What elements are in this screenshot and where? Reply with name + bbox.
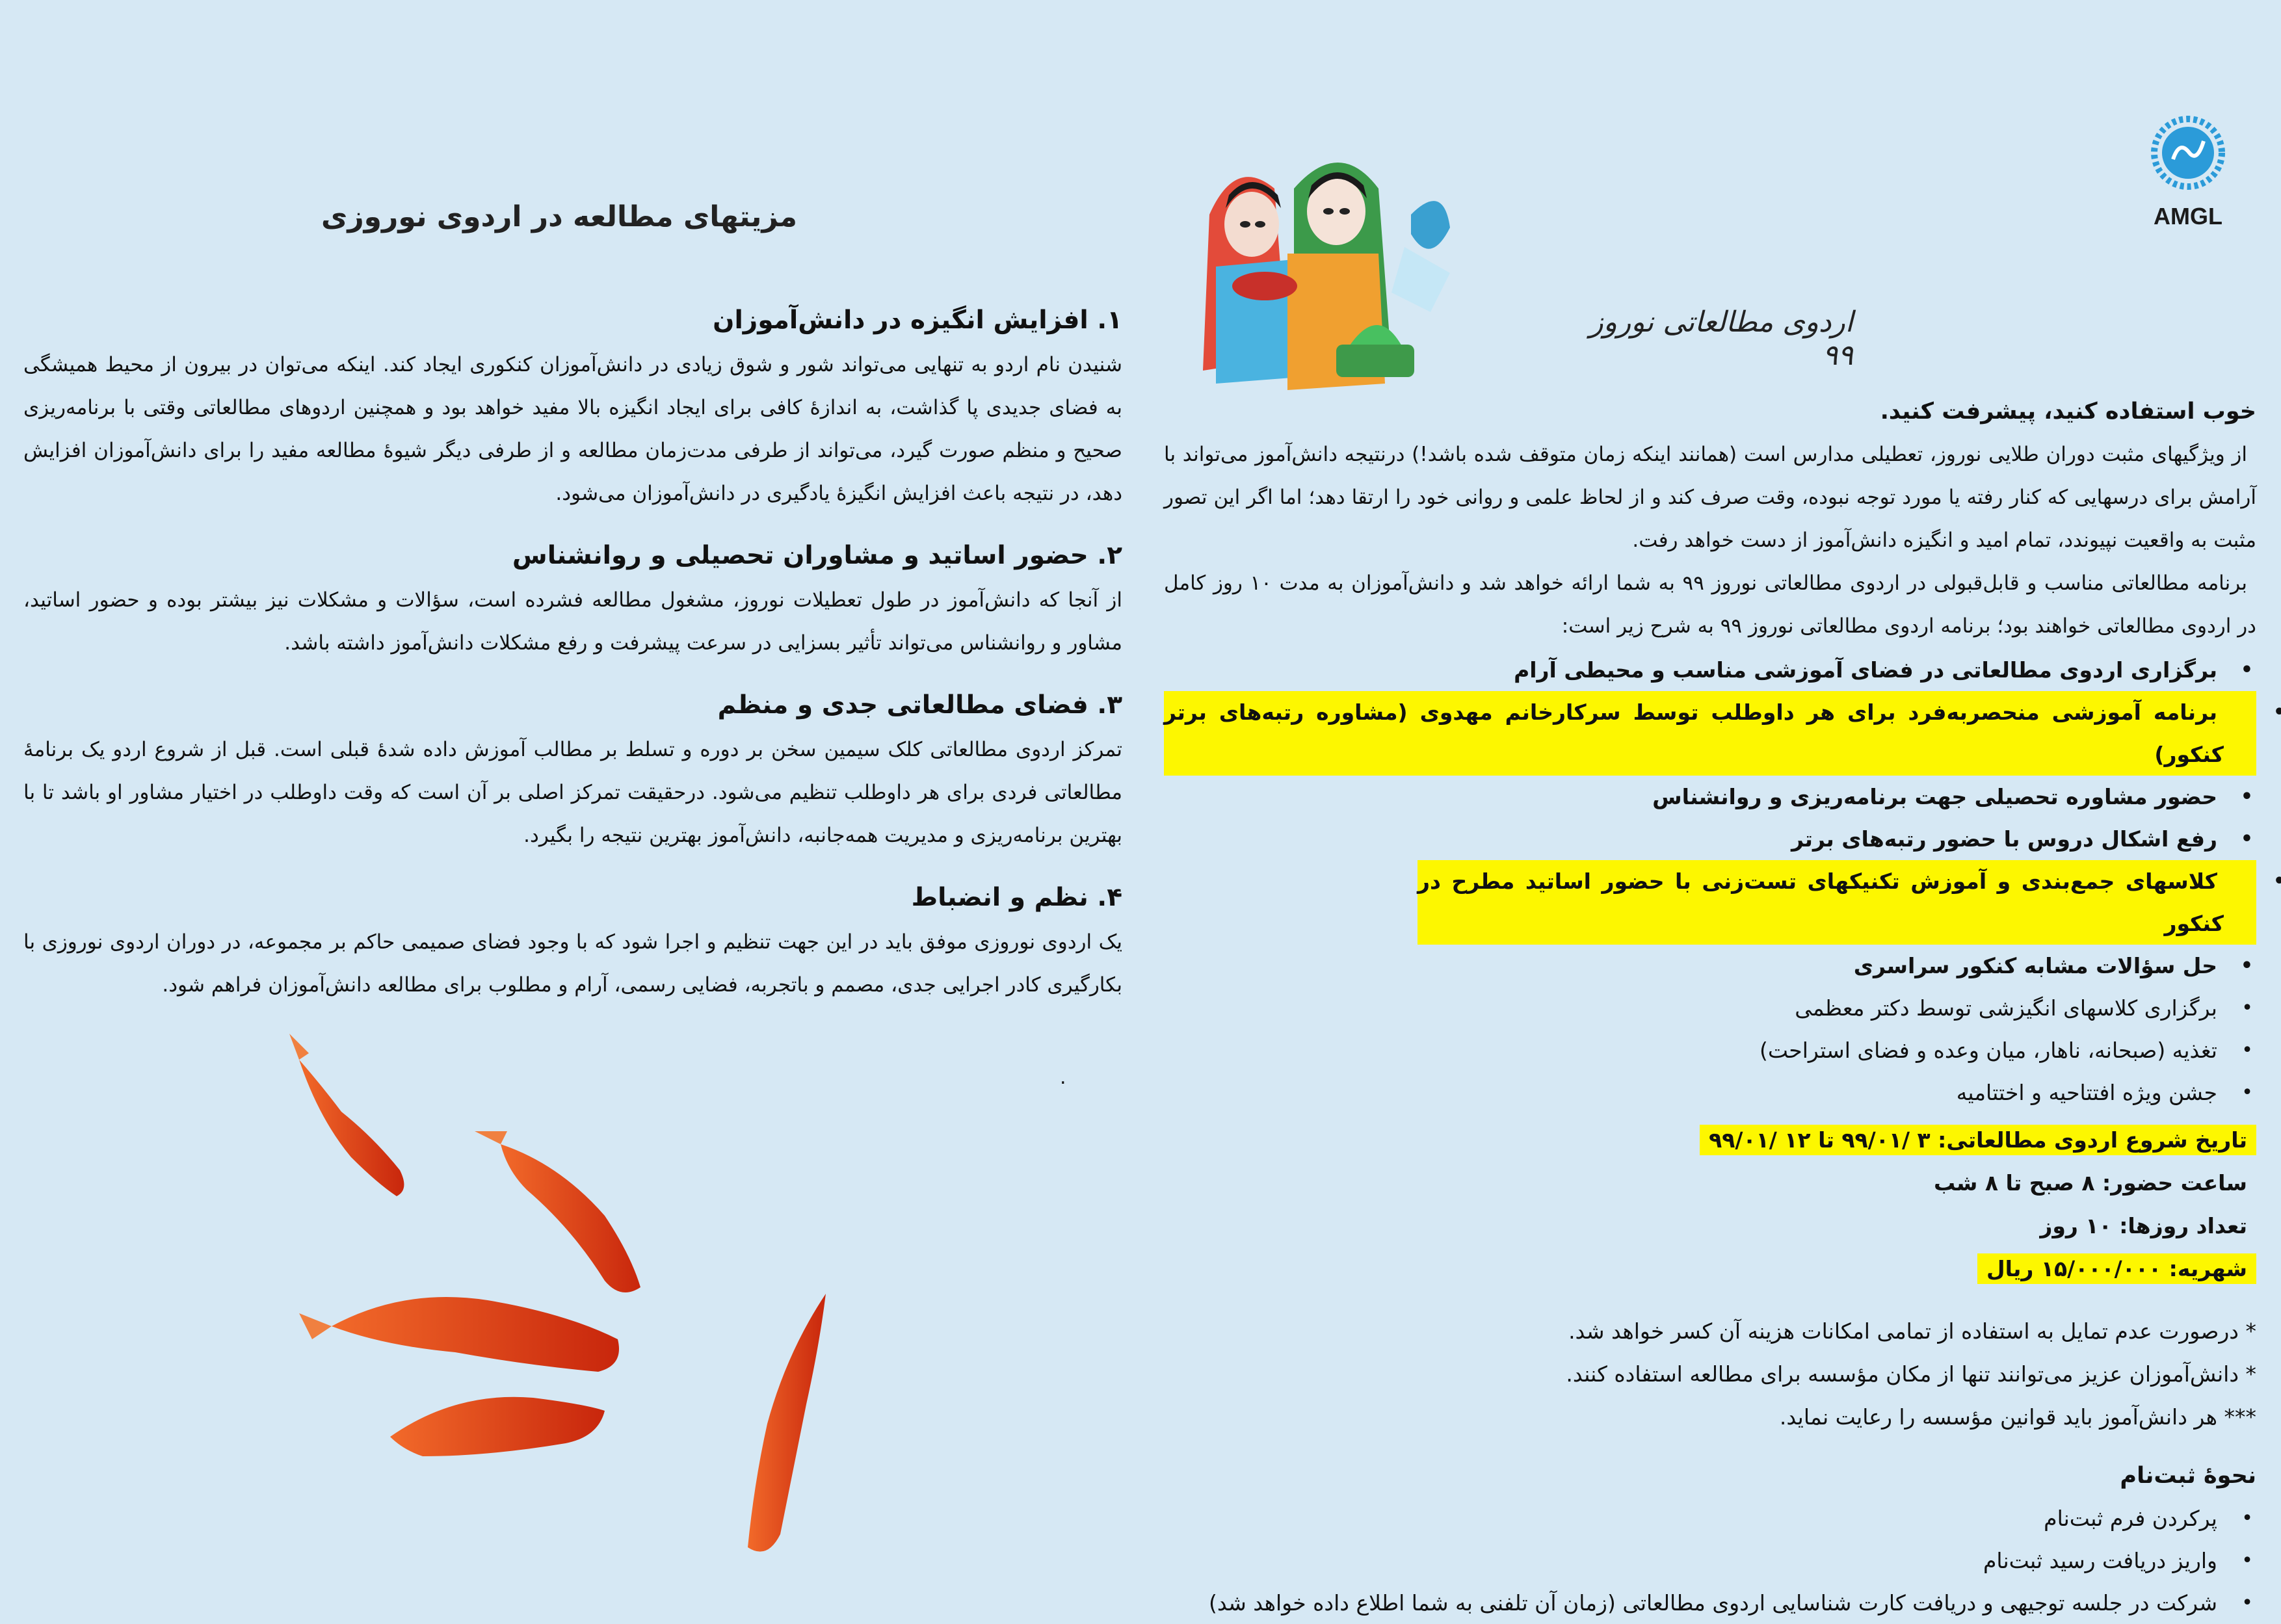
benefits-section — [23, 299, 1122, 1026]
benefit-heading: ۱. افزایش انگیزه در دانش‌آموزان — [713, 306, 1122, 335]
intro-paragraph-1: از ویژگیهای مثبت دوران طلایی نوروز، تعطیلی مدارس است (همانند اینکه زمان متوقف شده باشد!) درنتیجه دانش‌آموز می‌تواند با آرامش برای درسهایی که کنار رفته یا مورد توجه نبوده، وقت صرف کند و از لحاظ علمی و روانی خود را ارتقا دهد؛ اما اگر این تصور مثبت به واقعیت نپیوندد، تمام امید و انگیزه دانش‌آموز از دست خواهد رفت. — [1164, 443, 2256, 552]
program-item: • برگزاری کلاسهای انگیزشی توسط دکتر معظمی — [1164, 987, 2224, 1029]
registration-title: نحوهٔ ثبت‌نام — [2120, 1463, 2256, 1489]
number-of-days: تعداد روزها: ۱۰ روز — [2040, 1213, 2247, 1238]
tuition-fee: شهریه: ۱۵/۰۰۰/۰۰۰ ریال — [1977, 1253, 2256, 1284]
goldfish-5 — [748, 1294, 826, 1552]
institute-logo — [2139, 107, 2237, 237]
program-item: • رفع اشکال دروس با حضور رتبه‌های برتر — [1164, 818, 2224, 860]
program-item: • حل سؤالات مشابه کنکور سراسری — [1164, 945, 2224, 987]
benefit-body: یک اردوی نوروزی موفق باید در این جهت تنظیم و اجرا شود که با وجود فضای صمیمی حاکم بر مجموعه، در دوران اردوی نوروزی با بکارگیری کادر اجرایی جدی، مصمم و باتجربه، فضایی رسمی، آرام و مطلوب برای مطالعه دانش‌آموزان فراهم شود. — [23, 930, 1122, 997]
benefit-heading: ۲. حضور اساتید و مشاوران تحصیلی و روانشناس — [512, 541, 1122, 570]
program-item: • برگزاری اردوی مطالعاتی در فضای آموزشی مناسب و محیطی آرام — [1164, 649, 2224, 691]
camp-program-section — [1164, 390, 2256, 1624]
program-list — [1164, 649, 2256, 1114]
benefit-section — [23, 534, 1122, 664]
nowruz-illustration — [1196, 137, 1515, 397]
benefit-section — [23, 684, 1122, 857]
benefit-body: شنیدن نام اردو به تنهایی می‌تواند شور و شوق زیادی در دانش‌آموزان کنکوری ایجاد کند. اینکه می‌توان در بیرون از محیط همیشگی به فضای جدیدی پا گذاشت، به اندازهٔ کافی برای ایجاد انگیزه بالا مفید خواهد بود و همچنین اردوهای مطالعاتی وقتی با برنامه‌ریزی صحیح و منظم صورت گیرد، می‌تواند از طرفی مدت‌زمان مطالعه و از طرفی دیگر شیوهٔ مطالعه مفید را برای دانش‌آموزان افزایش دهد، در نتیجه باعث افزایش انگیزهٔ یادگیری در دانش‌آموزان می‌شود. — [23, 353, 1122, 505]
registration-steps — [1164, 1497, 2256, 1624]
start-date: تاریخ شروع اردوی مطالعاتی: ۳ /۹۹/۰۱ تا ۱۲ /۹۹/۰۱ — [1700, 1125, 2256, 1155]
benefit-body: تمرکز اردوی مطالعاتی کلک سیمین سخن بر دوره و تسلط بر مطالب آموزش داده شدهٔ قبلی است. قبل از شروع اردو یک برنامهٔ مطالعاتی فردی برای هر داوطلب تنظیم می‌شود. درحقیقت تمرکز اصلی بر آن است که وقت داوطلب در اختیار مشاور او باشد تا با بهترین برنامه‌ریزی و مدیریت همه‌جانبه، دانش‌آموز بهترین نتیجه را بگیرد. — [23, 738, 1122, 847]
camp-title: اردوی مطالعاتی نوروز ۹۹ — [1589, 306, 1853, 372]
benefit-heading: ۴. نظم و انضباط — [911, 883, 1122, 912]
goldfish-4 — [390, 1397, 605, 1456]
main-title: مزیتهای مطالعه در اردوی نوروزی — [321, 200, 797, 233]
benefit-heading: ۳. فضای مطالعاتی جدی و منظم — [717, 690, 1122, 720]
note-item: * درصورت عدم تمایل به استفاده از تمامی امکانات هزینه آن کسر خواهد شد. — [1568, 1318, 2256, 1344]
benefit-section — [23, 299, 1122, 515]
goldfish-3 — [299, 1297, 619, 1372]
intro-paragraph-2: برنامه مطالعاتی مناسب و قابل‌قبولی در اردوی مطالعاتی نوروز ۹۹ به شما ارائه خواهد شد و دانش‌آموزان به مدت ۱۰ روز کامل در اردوی مطالعاتی خواهند بود؛ برنامه اردوی مطالعاتی نوروز ۹۹ به شرح زیر است: — [1164, 571, 2256, 638]
program-item: • جشن ویژه افتتاحیه و اختتامیه — [1164, 1071, 2224, 1114]
program-item: • حضور مشاوره تحصیلی جهت برنامه‌ریزی و روانشناس — [1164, 776, 2224, 818]
program-item-highlighted: • کلاسهای جمع‌بندی و آموزش تکنیکهای تست‌زنی با حضور اساتید مطرح در کنکور — [1417, 860, 2256, 945]
notes — [1164, 1310, 2256, 1439]
benefit-body: از آنجا که دانش‌آموز در طول تعطیلات نوروز، مشغول مطالعه فشرده است، سؤالات و مشکلات نیز بیشتر بوده و حضور اساتید، مشاور و روانشناس می‌تواند تأثیر بسزایی در سرعت پیشرفت و رفع مشکلات دانش‌آموز داشته باشد. — [23, 588, 1122, 655]
registration-step: • واریز دریافت رسید ثبت‌نام — [1164, 1539, 2224, 1582]
goldfish-illustration — [286, 1034, 858, 1580]
benefit-section — [23, 876, 1122, 1006]
goldfish-1 — [289, 1034, 404, 1196]
stray-mark: . — [1060, 1066, 1066, 1089]
registration-step: • شرکت در جلسه توجیهی و دریافت کارت شناسایی اردوی مطالعاتی (زمان آن تلفنی به شما اطلاع داده خواهد شد) — [1164, 1582, 2224, 1624]
logo-text: AMGL — [2154, 203, 2222, 229]
intro-heading: خوب استفاده کنید، پیشرفت کنید. — [1880, 399, 2256, 425]
attendance-hours: ساعت حضور: ۸ صبح تا ۸ شب — [1933, 1170, 2247, 1196]
registration-step: • پرکردن فرم ثبت‌نام — [1164, 1497, 2224, 1539]
program-item: • تغذیه (صبحانه، ناهار، میان وعده و فضای استراحت) — [1164, 1029, 2224, 1071]
goldfish-2 — [475, 1131, 640, 1292]
note-item: *** هر دانش‌آموز باید قوانین مؤسسه را رعایت نماید. — [1779, 1404, 2256, 1430]
note-item: * دانش‌آموزان عزیز می‌توانند تنها از مکان مؤسسه برای مطالعه استفاده کنند. — [1566, 1361, 2256, 1387]
program-item-highlighted: • برنامه آموزشی منحصربه‌فرد برای هر داوطلب توسط سرکارخانم مهدوی (مشاوره رتبه‌های برتر کنکور) — [1164, 691, 2256, 776]
